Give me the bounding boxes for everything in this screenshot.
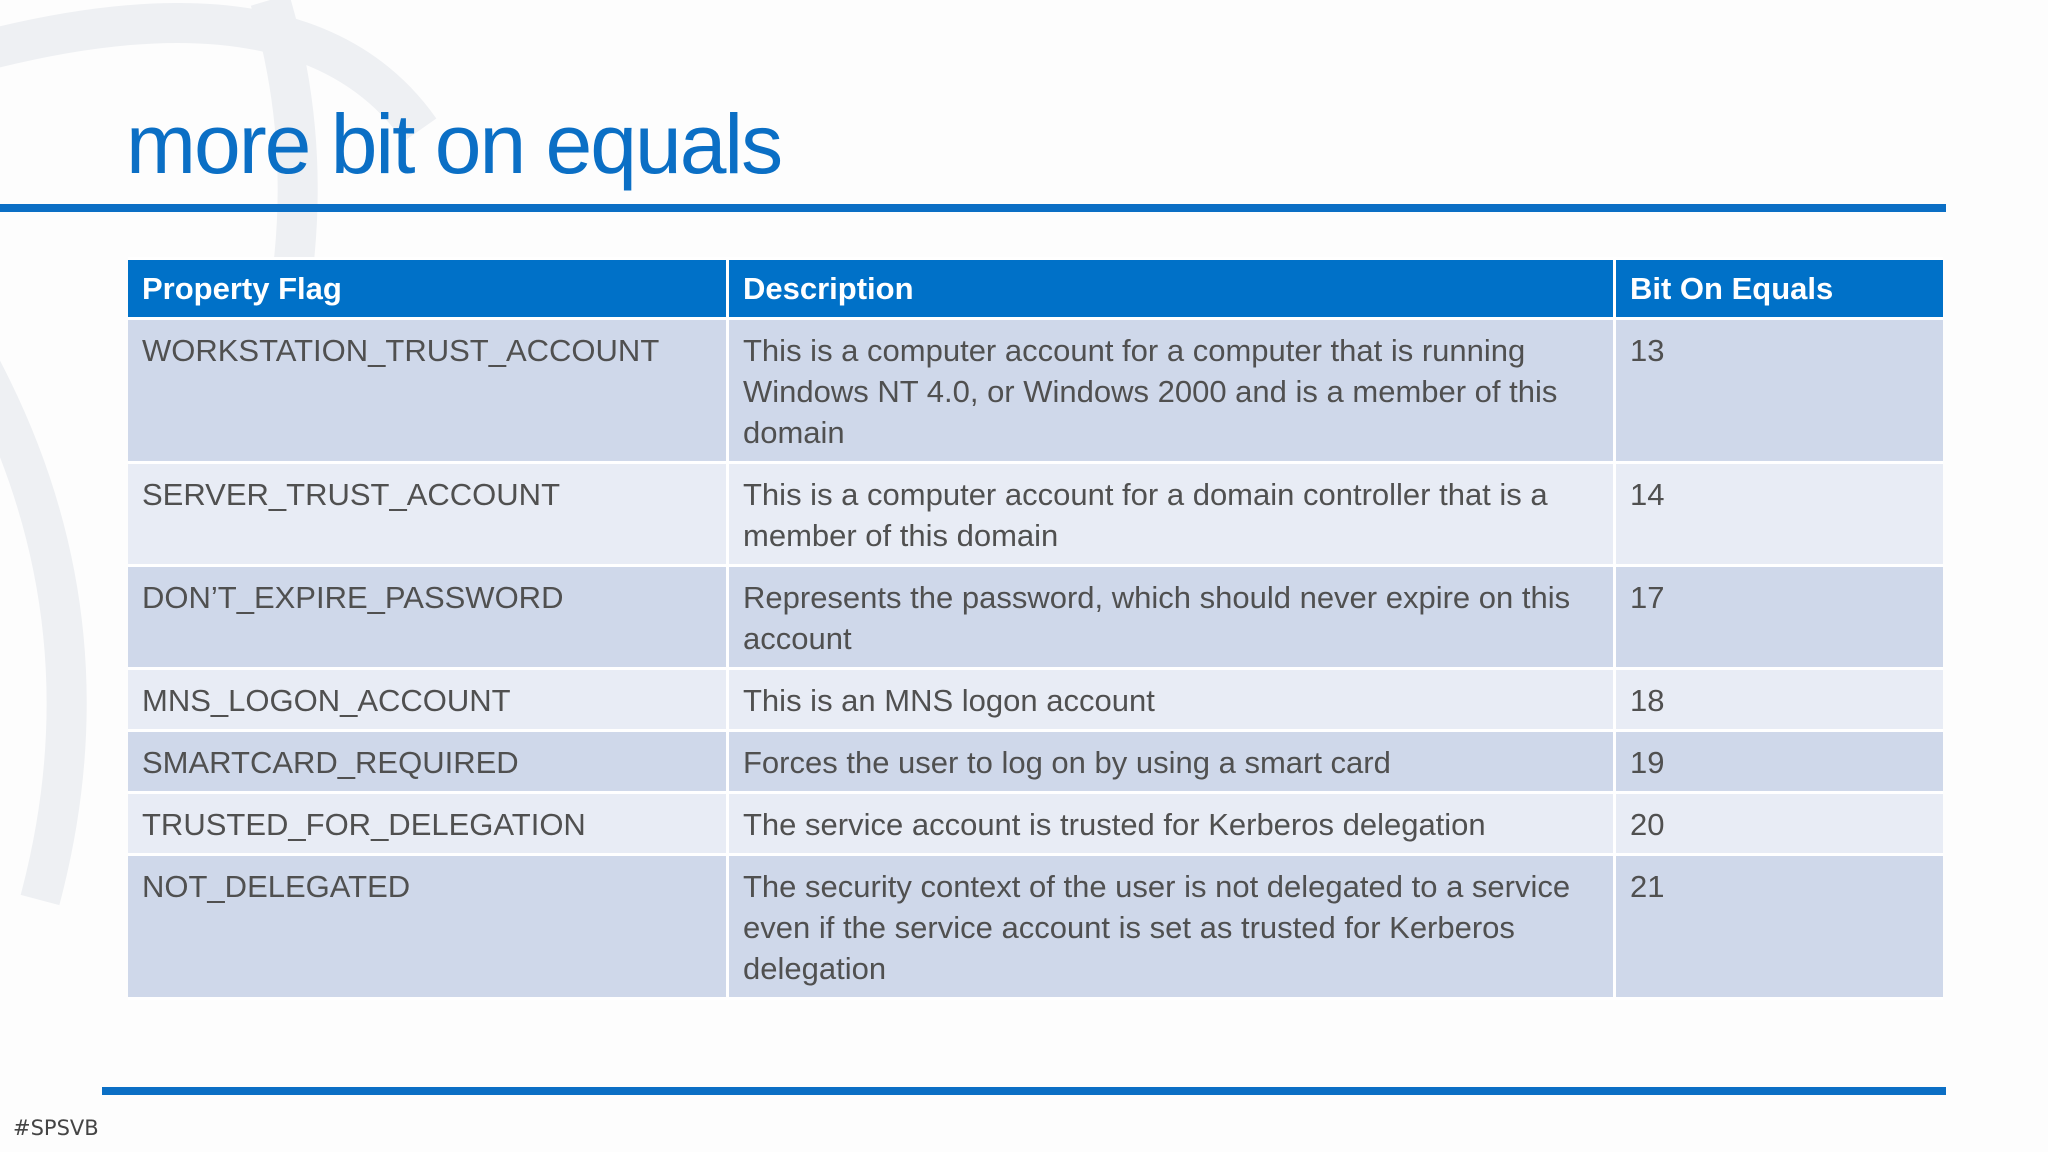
footer-hashtag: #SPSVB [13, 1116, 99, 1140]
table-row [128, 566, 1943, 669]
cell-bit: 21 [1615, 855, 1944, 999]
cell-description: The service account is trusted for Kerberos delegation [728, 793, 1615, 855]
cell-bit: 19 [1615, 731, 1944, 793]
header-property-flag: Property Flag [128, 259, 728, 319]
cell-flag: SMARTCARD_REQUIRED [128, 731, 728, 793]
header-description: Description [728, 259, 1615, 319]
property-flags-table [128, 257, 1943, 1000]
header-bit-on-equals: Bit On Equals [1615, 259, 1944, 319]
table-row [128, 855, 1943, 999]
cell-bit: 14 [1615, 463, 1944, 566]
cell-flag: MNS_LOGON_ACCOUNT [128, 669, 728, 731]
title-divider [0, 204, 1946, 212]
cell-description: The security context of the user is not delegated to a service even if the service account is set as trusted for Kerberos delegation [728, 855, 1615, 999]
cell-flag: TRUSTED_FOR_DELEGATION [128, 793, 728, 855]
cell-bit: 17 [1615, 566, 1944, 669]
table-row [128, 463, 1943, 566]
slide-title: more bit on equals [126, 97, 782, 191]
table-row [128, 319, 1943, 463]
cell-description: Represents the password, which should never expire on this account [728, 566, 1615, 669]
cell-flag: NOT_DELEGATED [128, 855, 728, 999]
cell-flag: SERVER_TRUST_ACCOUNT [128, 463, 728, 566]
cell-bit: 18 [1615, 669, 1944, 731]
table-row [128, 793, 1943, 855]
cell-description: This is a computer account for a domain controller that is a member of this domain [728, 463, 1615, 566]
cell-bit: 20 [1615, 793, 1944, 855]
table-header-row [128, 259, 1943, 319]
cell-description: This is a computer account for a computer that is running Windows NT 4.0, or Windows 2000 and is a member of this domain [728, 319, 1615, 463]
footer-divider [102, 1087, 1946, 1095]
cell-description: This is an MNS logon account [728, 669, 1615, 731]
cell-bit: 13 [1615, 319, 1944, 463]
cell-flag: DON’T_EXPIRE_PASSWORD [128, 566, 728, 669]
table-row [128, 731, 1943, 793]
cell-flag: WORKSTATION_TRUST_ACCOUNT [128, 319, 728, 463]
table-row [128, 669, 1943, 731]
cell-description: Forces the user to log on by using a smart card [728, 731, 1615, 793]
